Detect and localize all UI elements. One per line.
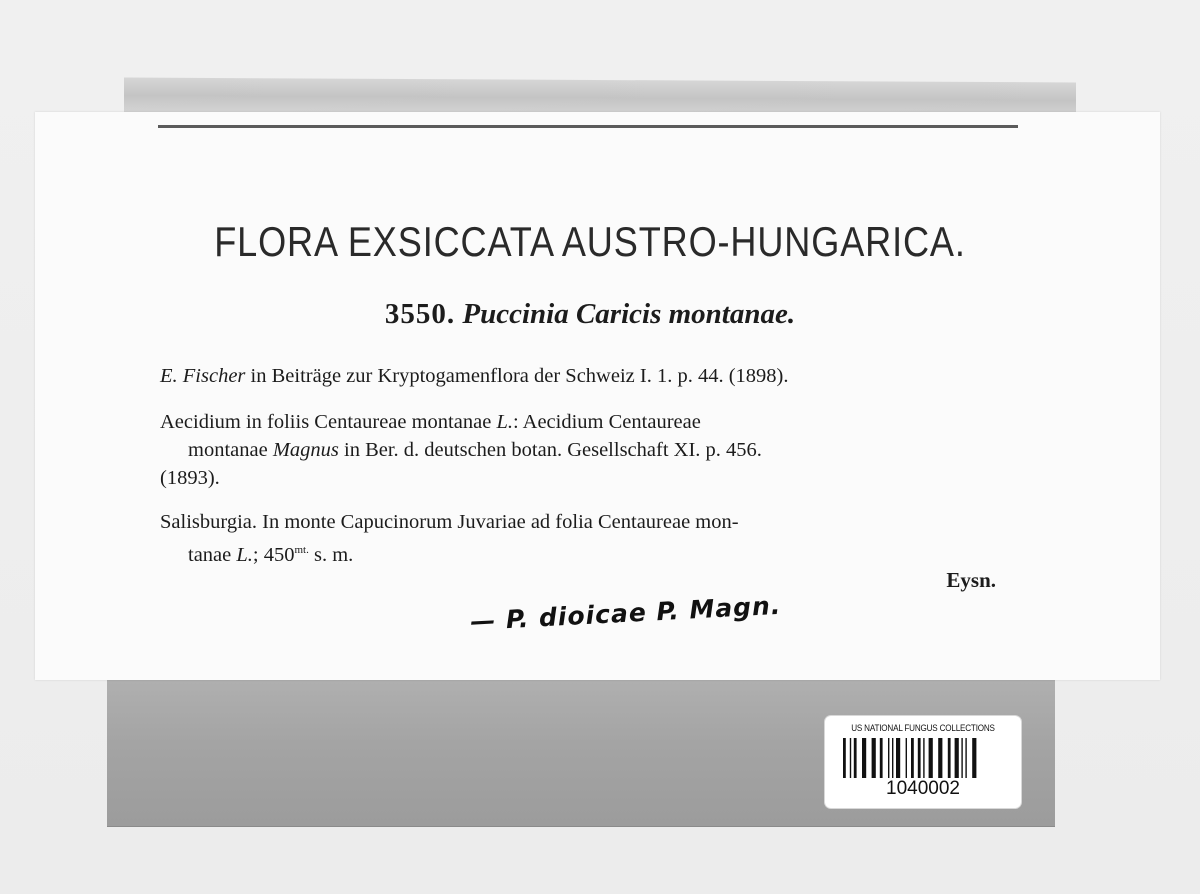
barcode-bar xyxy=(896,738,900,778)
locality-t2: tanae xyxy=(188,543,237,566)
barcode-bar xyxy=(929,738,933,778)
ref2-a2: Magnus xyxy=(272,439,339,461)
locality-line1: Salisburgia. In monte Capucinorum Juvariae ad folia Centaureae mon- xyxy=(160,511,739,533)
label-title: FLORA EXSICCATA AUSTRO-HUNGARICA. xyxy=(214,218,966,265)
barcode-bar xyxy=(892,738,893,778)
barcode-bar xyxy=(880,738,883,778)
barcode-bar xyxy=(961,738,962,778)
ref2-t4: in Ber. d. deutschen botan. Gesellschaft XI. p. 456. xyxy=(338,439,762,461)
ref1-text: in Beiträge zur Kryptogamenflora der Schweiz I. 1. p. 44. (1898). xyxy=(245,365,789,387)
barcode-bar xyxy=(872,738,876,778)
barcode-bar xyxy=(911,738,914,778)
barcode-header: US NATIONAL FUNGUS COLLECTIONS xyxy=(851,723,995,733)
handwritten-annotation: — P. dioicae P. Magn. xyxy=(469,590,782,636)
barcode-bar xyxy=(948,738,951,778)
reference-aecidium xyxy=(160,408,1030,492)
barcode-bar xyxy=(906,738,907,778)
locality-line2 xyxy=(160,536,1030,569)
ref2-a1: L. xyxy=(496,411,513,433)
locality-t3: ; 450 xyxy=(252,543,295,566)
exsiccata-number: 3550. xyxy=(384,298,456,330)
species-name: Puccinia Caricis montanae. xyxy=(462,298,796,330)
barcode-bar xyxy=(862,738,866,778)
barcode-bar xyxy=(918,738,921,778)
barcode-bar xyxy=(854,738,857,778)
locality-t4: s. m. xyxy=(308,543,354,566)
locality xyxy=(160,508,1030,569)
species-heading xyxy=(150,298,1030,331)
ref2-line2 xyxy=(160,436,1030,464)
barcode-bar xyxy=(938,738,942,778)
locality-unit: mt. xyxy=(294,544,309,556)
barcode-bar xyxy=(972,738,976,778)
barcode-bar xyxy=(843,738,846,778)
barcode-bar xyxy=(965,738,966,778)
reference-fischer xyxy=(160,362,1030,390)
label-rule xyxy=(158,125,1018,128)
barcode-bar xyxy=(888,738,889,778)
barcode-number: 1040002 xyxy=(886,778,960,799)
ref2-t2: : Aecidium Centaureae xyxy=(512,411,701,433)
ref2-t3: montanae xyxy=(188,439,273,461)
barcode-bar xyxy=(955,738,959,778)
barcode-bar xyxy=(850,738,851,778)
ref2-t1: Aecidium in foliis Centaureae montanae xyxy=(160,411,497,433)
barcode-label xyxy=(825,716,1021,808)
ref2-line1 xyxy=(160,411,701,433)
ref2-line3: (1893). xyxy=(160,467,220,489)
locality-a1: L. xyxy=(236,543,253,566)
barcode-icon xyxy=(843,738,1003,778)
specimen-label-sheet xyxy=(35,112,1160,680)
barcode-bar xyxy=(923,738,924,778)
ref1-author: E. Fischer xyxy=(160,365,246,387)
collector-name: Eysn. xyxy=(946,568,996,592)
